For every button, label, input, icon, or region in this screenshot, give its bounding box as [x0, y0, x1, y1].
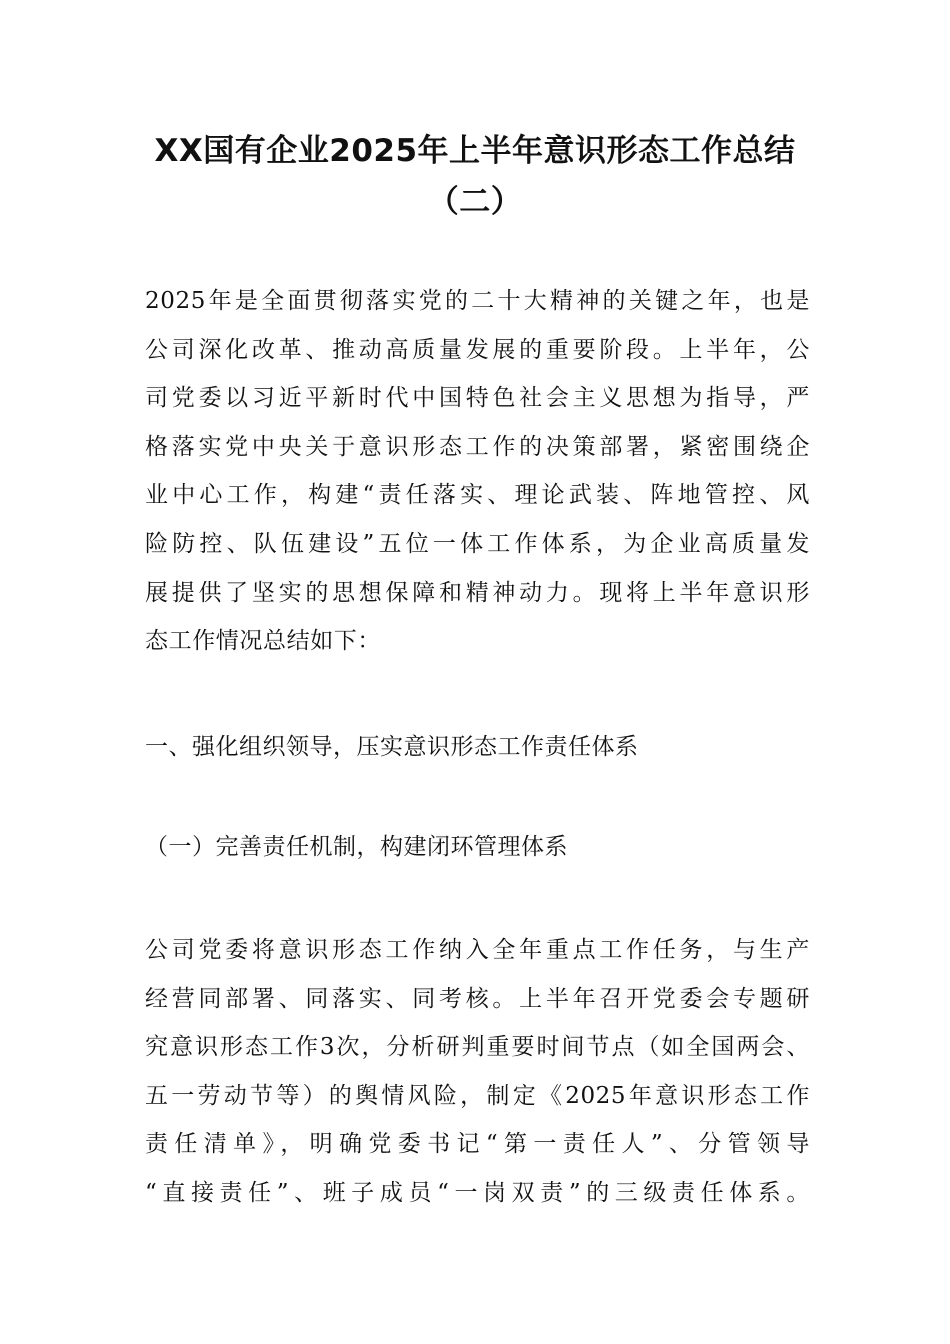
- intro-line: 险防控、队伍建设”五位一体工作体系，为企业高质量发: [145, 530, 810, 557]
- intro-line: 业中心工作，构建“责任落实、理论武装、阵地管控、风: [145, 482, 810, 509]
- body-line: “直接责任”、班子成员“一岗双责”的三级责任体系。: [145, 1179, 810, 1206]
- body-line: 公司党委将意识形态工作纳入全年重点工作任务，与生产: [145, 937, 810, 963]
- body-paragraph: [145, 926, 810, 1218]
- section-heading: 一、强化组织领导，压实意识形态工作责任体系: [145, 734, 639, 760]
- intro-line: 2025年是全面贯彻落实党的二十大精神的关键之年，也是: [145, 288, 810, 314]
- intro-line: 展提供了坚实的思想保障和精神动力。现将上半年意识形: [145, 579, 810, 606]
- subsection-heading: （一）完善责任机制，构建闭环管理体系: [145, 834, 568, 860]
- intro-line: 格落实党中央关于意识形态工作的决策部署，紧密围绕企: [145, 433, 810, 460]
- intro-line: 态工作情况总结如下：: [145, 628, 381, 655]
- body-line: 究意识形态工作3次，分析研判重要时间节点（如全国两会、: [145, 1034, 810, 1061]
- body-line: 经营同部署、同落实、同考核。上半年召开党委会专题研: [145, 985, 810, 1012]
- document-title-suffix: （二）: [427, 184, 523, 220]
- body-line: 责任清单》，明确党委书记“第一责任人”、分管领导: [145, 1131, 810, 1158]
- intro-line: 司党委以习近平新时代中国特色社会主义思想为指导，严: [145, 385, 810, 412]
- document-title: XX国有企业2025年上半年意识形态工作总结: [154, 133, 796, 169]
- intro-paragraph: [145, 277, 810, 666]
- intro-line: 公司深化改革、推动高质量发展的重要阶段。上半年，公: [145, 336, 810, 363]
- body-line: 五一劳动节等）的舆情风险，制定《2025年意识形态工作: [145, 1082, 810, 1109]
